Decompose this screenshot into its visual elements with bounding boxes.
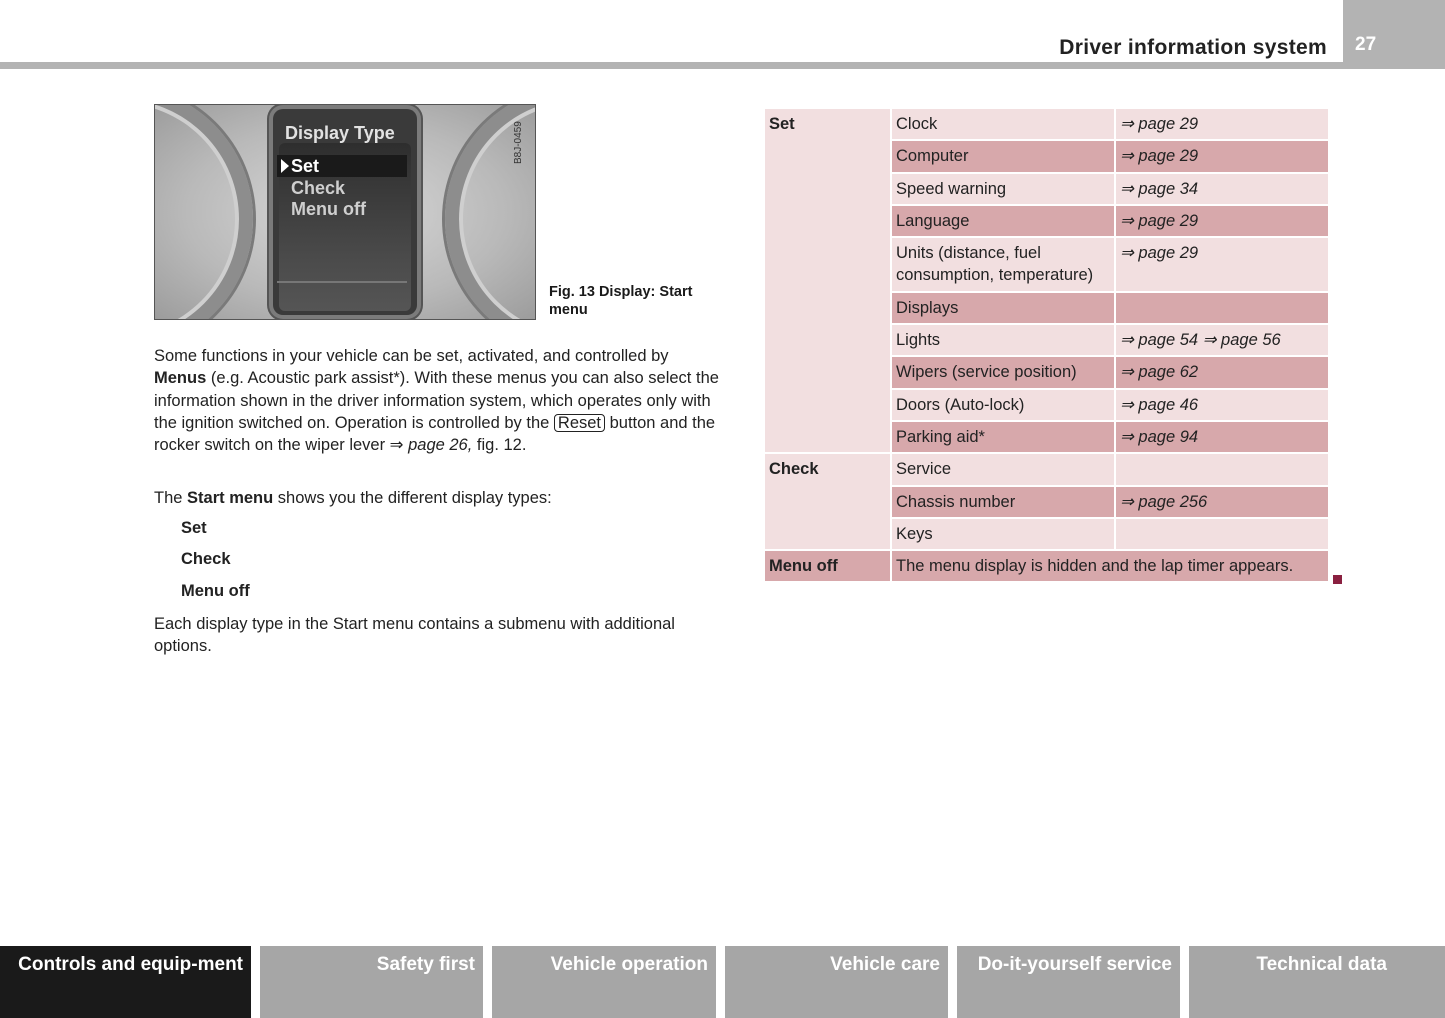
figure-caption: Fig. 13 Display: Start menu [549, 284, 693, 318]
nav-tab-vehicle-care[interactable]: Vehicle care [725, 946, 948, 1018]
section-end-marker [1333, 575, 1342, 584]
selection-arrow-icon [281, 159, 289, 173]
instrument-display [273, 109, 417, 315]
table-cell-ref[interactable]: ⇒ page 94 [1115, 421, 1328, 453]
paragraph-start-menu: The Start menu shows you the different display types: [154, 489, 552, 507]
display-divider [277, 281, 407, 283]
nav-tab-technical-data[interactable]: Technical data [1189, 946, 1445, 1018]
table-section-label: Set [765, 109, 891, 453]
menu-table [765, 109, 1328, 583]
page-title: Driver information system [1059, 36, 1327, 59]
table-row [765, 109, 1328, 140]
table-cell-item: Service [891, 453, 1115, 485]
reset-key-label: Reset [554, 414, 605, 432]
page-number: 27 [1355, 34, 1377, 55]
table-cell-ref [1115, 518, 1328, 550]
table-cell-item: Chassis number [891, 486, 1115, 518]
nav-tab-diy-service[interactable]: Do-it-yourself service [957, 946, 1180, 1018]
table-section-label: Menu off [765, 550, 891, 582]
table-cell-ref[interactable]: ⇒ page 62 [1115, 356, 1328, 388]
display-title: Display Type [285, 123, 395, 143]
table-cell-ref[interactable]: ⇒ page 29 [1115, 109, 1328, 140]
table-cell-item: Computer [891, 140, 1115, 172]
table-cell-ref[interactable]: ⇒ page 46 [1115, 389, 1328, 421]
figure-code: B8J-0459 [513, 121, 524, 164]
list-item: Check [181, 550, 231, 568]
table-section-label: Check [765, 453, 891, 550]
table-cell-ref[interactable]: ⇒ page 29 [1115, 237, 1328, 292]
table-cell-item: Language [891, 205, 1115, 237]
table-cell-ref [1115, 453, 1328, 485]
table-cell-item: Lights [891, 324, 1115, 356]
table-cell-ref[interactable]: ⇒ page 256 [1115, 486, 1328, 518]
table-cell-item: Wipers (service position) [891, 356, 1115, 388]
table-cell-item: Doors (Auto-lock) [891, 389, 1115, 421]
display-item-check: Check [291, 178, 346, 198]
nav-tab-controls[interactable]: Controls and equip-ment [0, 946, 251, 1018]
table-row [765, 550, 1328, 582]
display-item-set: Set [291, 156, 320, 176]
table-cell-item: Keys [891, 518, 1115, 550]
table-cell-item: Displays [891, 292, 1115, 324]
table-cell-item: Speed warning [891, 173, 1115, 205]
list-item: Set [181, 519, 207, 537]
table-cell-ref[interactable]: ⇒ page 34 [1115, 173, 1328, 205]
paragraph-submenu: Each display type in the Start menu contains a submenu with additional options. [154, 615, 675, 656]
table-row [765, 453, 1328, 485]
paragraph-intro: Some functions in your vehicle can be set, activated, and controlled by Menus (e.g. Acoustic park assist*). With these menus you can also select the information shown in the driver information system, which operates only with the ignition switched on. Operation is controlled by the Reset button and the rocker switch on the wiper lever ⇒ page 26, fig. 12. [154, 347, 719, 455]
table-cell-ref[interactable]: ⇒ page 54 ⇒ page 56 [1115, 324, 1328, 356]
header-bar [0, 62, 1343, 69]
nav-tab-vehicle-operation[interactable]: Vehicle operation [492, 946, 716, 1018]
table-cell-ref[interactable]: ⇒ page 29 [1115, 205, 1328, 237]
figure-display-start-menu [154, 104, 536, 320]
list-item: Menu off [181, 582, 250, 600]
table-cell-ref [1115, 292, 1328, 324]
nav-tab-safety[interactable]: Safety first [260, 946, 483, 1018]
table-cell-item: Parking aid* [891, 421, 1115, 453]
table-cell-item: Clock [891, 109, 1115, 140]
table-cell-item: Units (distance, fuel consumption, temperature) [891, 237, 1115, 292]
table-cell-ref[interactable]: ⇒ page 29 [1115, 140, 1328, 172]
page-reference-link[interactable]: page 26, [408, 436, 473, 455]
left-gauge [154, 104, 253, 320]
table-cell-description: The menu display is hidden and the lap timer appears. [891, 550, 1328, 582]
display-item-menu-off: Menu off [291, 199, 366, 219]
